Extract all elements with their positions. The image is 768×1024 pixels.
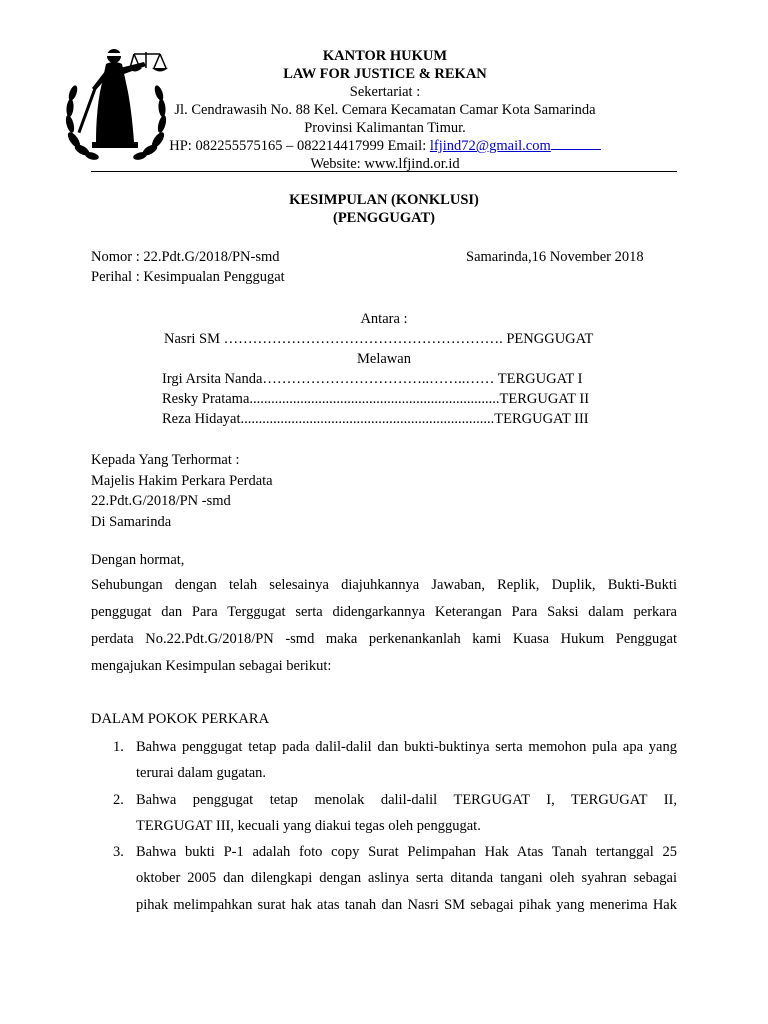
greeting: Dengan hormat,	[91, 552, 185, 568]
website-line: Website: www.lfjind.or.id	[310, 156, 460, 172]
recipient-block	[91, 450, 273, 532]
item-number: 2.	[113, 791, 124, 808]
defendant-1-line: Irgi Arsita Nanda……………………………..……..…… TERGUGAT I	[162, 371, 583, 387]
contact-line	[160, 137, 610, 155]
secretariat-label: Sekertariat :	[349, 84, 421, 100]
item-line: oktober 2005 dan dilengkapi dengan aslinya serta ditanda tangani oleh syahran sebagai	[136, 870, 677, 887]
paragraph-line: mengajukan Kesimpulan sebagai berikut:	[91, 658, 332, 674]
office-name: KANTOR HUKUM	[322, 48, 448, 64]
subject-line: Perihal : Kesimpualan Penggugat	[91, 269, 285, 285]
item-line: Bahwa penggugat tetap menolak dalil-dalil TERGUGAT I, TERGUGAT II,	[136, 791, 677, 808]
item-line: pihak melimpahkan surat hak atas tanah dan Nasri SM sebagai pihak yang menerima Hak	[136, 896, 677, 913]
case-number: Nomor : 22.Pdt.G/2018/PN-smd	[91, 249, 280, 265]
recipient-line: Kepada Yang Terhormat :	[91, 452, 240, 468]
title-line-2: (PENGGUGAT)	[332, 210, 436, 226]
antara-label: Antara :	[360, 311, 408, 327]
melawan-label: Melawan	[357, 351, 411, 367]
list-item	[91, 787, 677, 840]
list-item	[91, 839, 677, 918]
title-line-1: KESIMPULAN (KONKLUSI)	[289, 192, 479, 208]
header-divider	[91, 171, 677, 172]
email-link[interactable]: lfjind72@gmail.com	[429, 138, 551, 154]
numbered-list	[91, 734, 677, 918]
reference-block	[91, 247, 285, 287]
letterhead	[160, 47, 610, 173]
paragraph-line: Sehubungan dengan telah selesainya diajuhkannya Jawaban, Replik, Duplik, Bukti-Bukti	[91, 577, 677, 593]
paragraph-line: penggugat dan Para Terggugat serta didengarkannya Keterangan Para Saksi dalam perkara	[91, 604, 677, 620]
place-date: Samarinda,16 November 2018	[466, 249, 644, 265]
defendant-2-line: Resky Pratama.....................................................................TERGUGAT II	[162, 391, 590, 407]
item-number: 1.	[113, 739, 124, 755]
address-line: Jl. Cendrawasih No. 88 Kel. Cemara Kecamatan Camar Kota Samarinda	[174, 102, 596, 118]
recipient-line: Di Samarinda	[91, 513, 172, 530]
list-item	[91, 734, 677, 787]
item-line: terurai dalam gugatan.	[136, 765, 267, 782]
plaintiff-line: Nasri SM …………………………………………………. PENGGUGAT	[164, 331, 594, 347]
recipient-line: Majelis Hakim Perkara Perdata	[91, 472, 273, 489]
recipient-line: 22.Pdt.G/2018/PN -smd	[91, 493, 231, 509]
lady-justice-logo	[62, 42, 170, 164]
firm-name: LAW FOR JUSTICE & REKAN	[283, 66, 487, 82]
item-number: 3.	[113, 844, 124, 861]
item-line: TERGUGAT III, kecuali yang diakui tegas oleh penggugat.	[136, 817, 481, 834]
province-line: Provinsi Kalimantan Timur.	[304, 120, 466, 136]
section-title: DALAM POKOK PERKARA	[91, 711, 270, 727]
item-line: Bahwa bukti P-1 adalah foto copy Surat Pelimpahan Hak Atas Tanah tertanggal 25	[136, 844, 677, 861]
defendant-3-line: Reza Hidayat......................................................................TERGUGAT III	[162, 411, 589, 427]
email-underline	[551, 137, 601, 150]
document-title	[91, 191, 677, 227]
item-line: Bahwa penggugat tetap pada dalil-dalil dan bukti-buktinya serta memohon pula apa yang	[136, 739, 677, 755]
paragraph-line: perdata No.22.Pdt.G/2018/PN -smd maka perkenankanlah kami Kuasa Hukum Penggugat	[91, 631, 677, 647]
contact-phones: HP: 082255575165 – 082214417999 Email:	[169, 138, 430, 154]
intro-paragraph	[91, 572, 677, 680]
